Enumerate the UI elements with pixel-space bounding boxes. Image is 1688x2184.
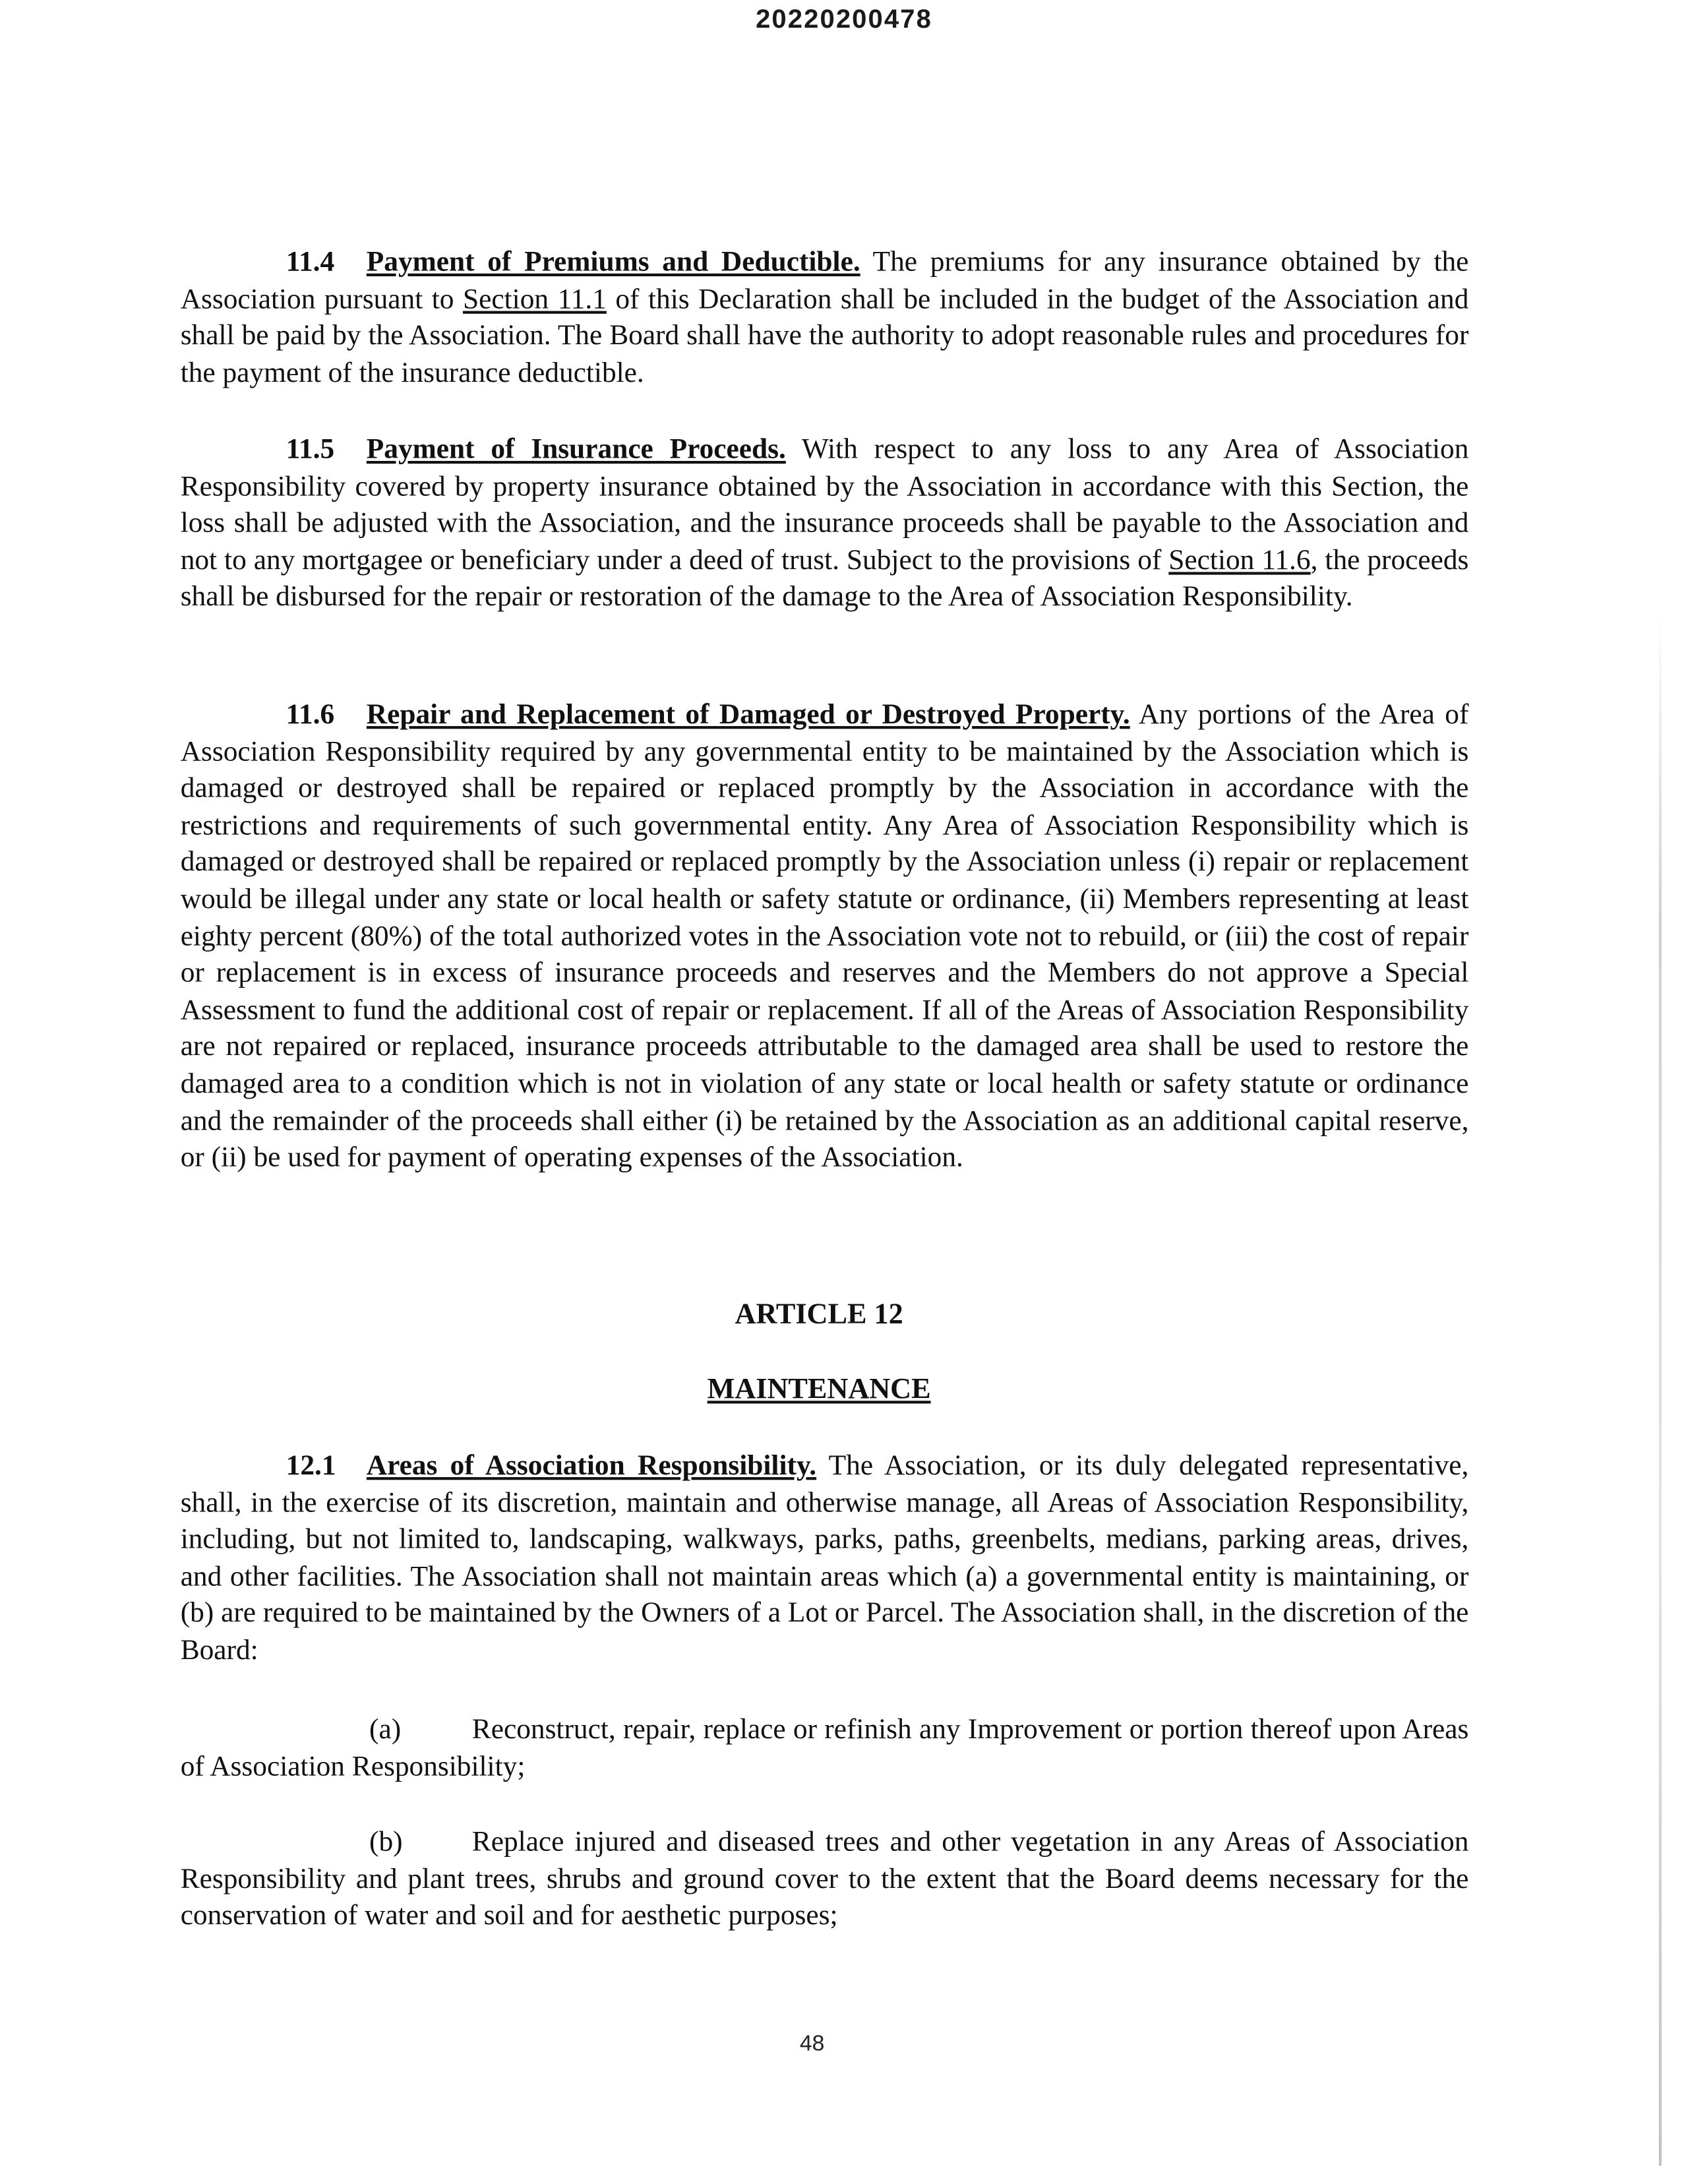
subitem-label: (a) — [369, 1714, 402, 1745]
subitem-label: (b) — [369, 1827, 403, 1858]
section-number: 11.5 — [286, 434, 335, 466]
section-text: , the proceeds shall be disbursed for the repair or restoration of the damage to the Area of Association Responsibility. — [180, 545, 1469, 613]
section-number: 11.6 — [286, 700, 335, 731]
scan-edge-shadow — [1659, 611, 1662, 2166]
subitem-a — [181, 1712, 1469, 1786]
section-title: Payment of Premiums and Deductible. — [366, 247, 860, 278]
section-number: 11.4 — [286, 247, 335, 278]
section-text: With respect to any loss to any Area of Association Responsibility covered by property insurance obtained by the Association in accordance with this Section, the loss shall be adjusted with the Association, and the insurance proceeds shall be payable to the Association and not to any mortgagee or beneficiary under a deed of trust. Subject to the provisions of — [180, 434, 1469, 576]
article-heading: ARTICLE 12 — [735, 1296, 903, 1330]
section-11-4 — [181, 245, 1469, 392]
section-title: Repair and Replacement of Damaged or Destroyed Property. — [366, 700, 1130, 731]
section-reference-link: Section 11.1 — [463, 284, 607, 315]
section-text: The premiums for any insurance obtained by the Association pursuant to — [180, 247, 1469, 315]
section-title: Payment of Insurance Proceeds. — [366, 434, 786, 466]
section-12-1 — [181, 1448, 1469, 1670]
section-11-6 — [181, 697, 1469, 1177]
document-number: 20220200478 — [756, 5, 932, 35]
section-text: The Association, or its duly delegated representative, shall, in the exercise of its discretion, maintain and otherwise manage, all Areas of Association Responsibility, including, but not limited to, landscaping, walkways, parks, paths, greenbelts, medians, parking areas, drives, and other facilities. The Association shall not maintain areas which (a) a governmental entity is maintaining, or (b) are required to be maintained by the Owners of a Lot or Parcel. The Association shall, in the discretion of the Board: — [180, 1451, 1469, 1666]
section-title: Areas of Association Responsibility. — [366, 1451, 817, 1482]
subitem-text: Replace injured and diseased trees and other vegetation in any Areas of Association Responsibility and plant trees, shrubs and ground cover to the extent that the Board deems necessary for the conservation of water and soil and for aesthetic purposes; — [180, 1827, 1469, 1931]
subitem-text: Reconstruct, repair, replace or refinish any Improvement or portion thereof upon Areas of Association Responsibility; — [180, 1714, 1469, 1782]
article-title — [0, 1372, 1638, 1407]
section-text: of this Declaration shall be included in the budget of the Association and shall be paid by the Association. The Board shall have the authority to adopt reasonable rules and procedures for the payment of the insurance deductible. — [180, 284, 1469, 389]
section-11-5 — [181, 432, 1469, 617]
article-title-text: MAINTENANCE — [707, 1372, 931, 1405]
subitem-b — [181, 1824, 1469, 1935]
section-reference-link: Section 11.6 — [1168, 545, 1311, 576]
page-number: 48 — [799, 2032, 825, 2056]
section-number: 12.1 — [286, 1451, 336, 1482]
section-text: Any portions of the Area of Association Responsibility required by any governmental entity to be maintained by the Association which is damaged or destroyed shall be repaired or replaced promptly by the Association in accordance with the restrictions and requirements of such governmental entity. Any Area of Association Responsibility which is damaged or destroyed shall be repaired or replaced promptly by the Association unless (i) repair or replacement would be illegal under any state or local health or safety statute or ordinance, (ii) Members representing at least eighty percent (80%) of the total authorized votes in the Association vote not to rebuild, or (iii) the cost of repair or replacement is in excess of insurance proceeds and reserves and the Members do not approve a Special Assessment to fund the additional cost of repair or replacement. If all of the Areas of Association Responsibility are not repaired or replaced, insurance proceeds attributable to the damaged area shall be used to restore the damaged area to a condition which is not in violation of any state or local health or safety statute or ordinance and the remainder of the proceeds shall either (i) be retained by the Association as an additional capital reserve, or (ii) be used for payment of operating expenses of the Association. — [180, 700, 1469, 1174]
